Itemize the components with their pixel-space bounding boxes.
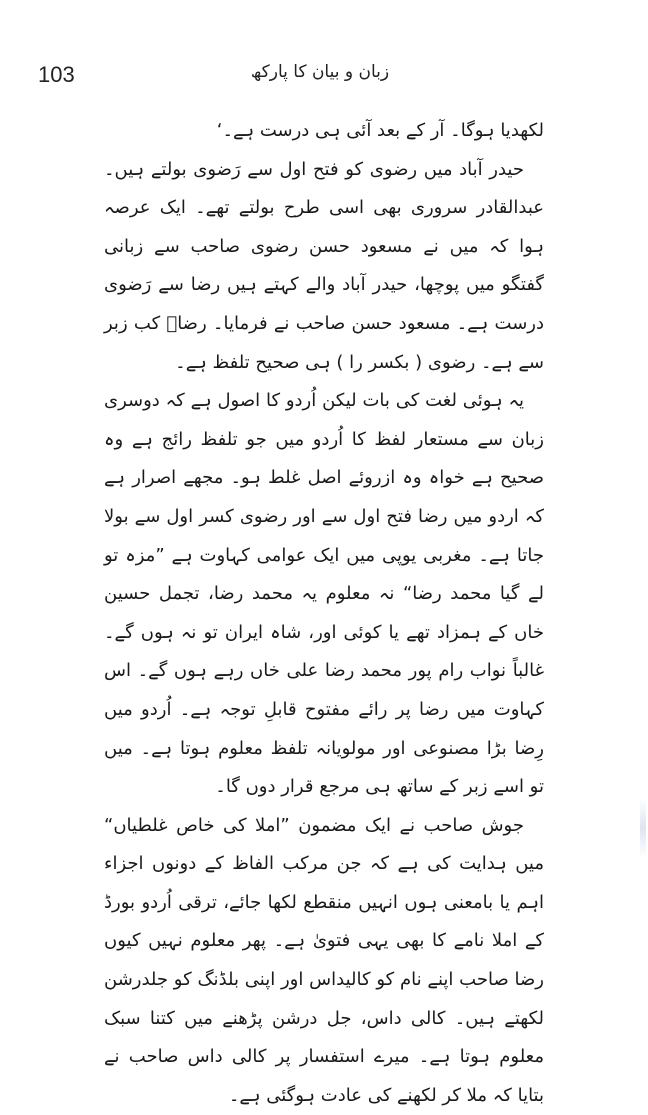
page-number: 103 — [38, 62, 75, 87]
running-head: زبان و بیان کا پارکھ — [250, 62, 390, 82]
body-text — [104, 112, 544, 1115]
paragraph-3: یہ ہوئی لغت کی بات لیکن اُردو کا اصول ہے کہ دوسری زبان سے مستعار لفظ کا اُردو میں جو تلفظ رائج ہے وہ صحیح ہے خواہ وہ ازروئے اصل غلط ہو۔ مجھے اصرار ہے کہ اردو میں رضا فتح اول سے اور رضوی کسر اول سے بولا جاتا ہے۔ مغربی یوپی میں ایک عوامی کہاوت ہے ”مزہ تو لے گیا محمد رضا“ نہ معلوم یہ محمد رضا، تجمل حسین خاں کے ہمزاد تھے یا کوئی اور، شاہ ایران تو نہ ہوں گے۔ غالباً نواب رام پور محمد رضا علی خاں رہے ہوں گے۔ اس کہاوت میں رضا پر رائے مفتوح قابلِ توجہ ہے۔ اُردو میں رِضا بڑا مصنوعی اور مولویانہ تلفظ معلوم ہوتا ہے۔ میں تو اسے زبر کے ساتھ ہی مرجع قرار دوں گا۔ — [104, 390, 544, 798]
paragraph-2: حیدر آباد میں رضوی کو فتح اول سے رَضوی بولتے ہیں۔ عبدالقادر سروری بھی اسی طرح بولتے تھے۔ ایک عرصہ ہوا کہ میں نے مسعود حسن رضوی صاحب سے زبانی گفتگو میں پوچھا، حیدر آباد والے کہتے ہیں رضا سے رَضوی درست ہے۔ مسعود حسن صاحب نے فرمایا۔ رضاؔ کب زبر سے ہے۔ رضوی ( بکسر را ) ہی صحیح تلفظ ہے۔ — [104, 158, 544, 373]
page-edge-mark — [640, 798, 646, 858]
paragraph-4: جوش صاحب نے ایک مضمون ”املا کی خاص غلطیاں“ میں ہدایت کی ہے کہ جن مرکب الفاظ کے دونوں اجزاء اہم یا بامعنی ہوں انہیں منقطع لکھا جائے، ترقی اُردو بورڈ کے املا نامے کا بھی یہی فتویٰ ہے۔ پھر معلوم نہیں کیوں رضا صاحب اپنے نام کو کالیداس اور اپنی بلڈنگ کو جلدرشن لکھتے ہیں۔ کالی داس، جل درشن پڑھنے میں کتنا سبک معلوم ہوتا ہے۔ میرے استفسار پر کالی داس صاحب نے بتایا کہ ملا کر لکھنے کی عادت ہوگئی ہے۔ — [104, 814, 544, 1106]
paragraph-1: لکھدیا ہوگا۔ آر کے بعد آئی ہی درست ہے۔‘ — [216, 120, 544, 141]
